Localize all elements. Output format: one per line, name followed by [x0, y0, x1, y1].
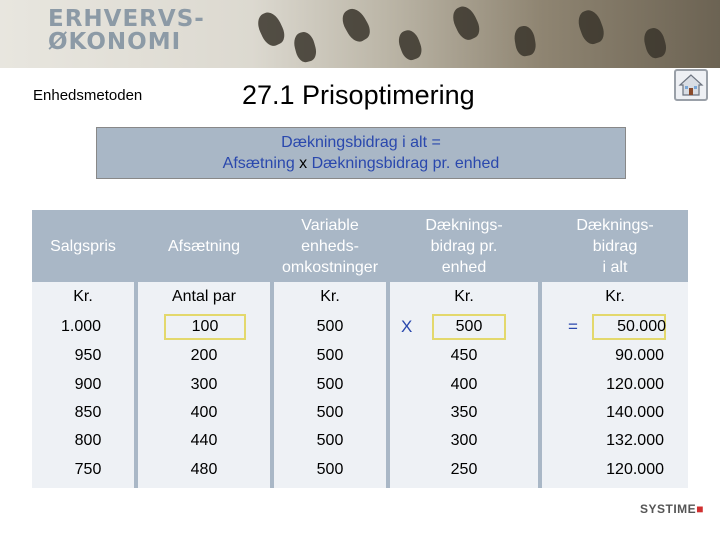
table-header-row	[32, 210, 688, 282]
logo-line2: ØKONOMI	[48, 29, 182, 55]
systime-logo	[640, 502, 704, 516]
table-row-1-var: 500	[316, 318, 344, 335]
header-salgspris: Salgspris	[50, 237, 116, 255]
table-row-5-db: 300	[450, 432, 478, 449]
table-row-4-afs: 400	[190, 404, 218, 421]
unit-variable: Kr.	[320, 288, 340, 305]
table-row-1-pris: 1.000	[60, 318, 102, 335]
formula-box	[96, 127, 626, 179]
header-variable-l1: Variable	[301, 216, 359, 234]
header-variable	[274, 210, 386, 282]
table-row-5-afs: 440	[190, 432, 218, 449]
logo-line1: ERHVERVS-	[48, 6, 205, 32]
formula-line2	[97, 153, 625, 174]
formula-db-enhed-term: Dækningsbidrag pr. enhed	[311, 155, 500, 172]
page-title: 27.1 Prisoptimering	[242, 80, 475, 110]
header-db-alt-l2: bidrag	[592, 237, 638, 255]
header-db-alt	[542, 210, 688, 282]
table-row-4-pris: 850	[74, 404, 102, 421]
section-label: Enhedsmetoden	[33, 87, 143, 104]
table-row-6-db: 250	[450, 461, 478, 478]
table-row-4-total: 140.000	[606, 404, 664, 421]
table-row-2-db: 450	[450, 347, 478, 364]
table-row-2-pris: 950	[74, 347, 102, 364]
header-db-enhed	[390, 210, 538, 282]
table-row-5-var: 500	[316, 432, 344, 449]
table-row-3-pris: 900	[74, 376, 102, 393]
table-row-4-db: 350	[450, 404, 478, 421]
table-row-3-db: 400	[450, 376, 478, 393]
header-variable-l3: omkostninger	[281, 258, 379, 276]
table-row-6-var: 500	[316, 461, 344, 478]
formula-afsaetning-term: Afsætning	[222, 155, 295, 172]
table-row-5-pris: 800	[74, 432, 102, 449]
header-db-enhed-l1: Dæknings-	[425, 216, 503, 234]
table-row-6-afs: 480	[190, 461, 218, 478]
table-row-6-total: 120.000	[606, 461, 664, 478]
home-button[interactable]	[674, 69, 708, 101]
table-row-1-db: 500	[455, 318, 483, 335]
systime-brand: SYSTIME	[640, 502, 697, 516]
price-table	[32, 210, 688, 488]
table-row-6-pris: 750	[74, 461, 102, 478]
table-row-1-total: 50.000	[617, 318, 666, 335]
unit-db-enhed: Kr.	[454, 288, 474, 305]
table-row-2-afs: 200	[190, 347, 218, 364]
unit-salgspris: Kr.	[73, 288, 93, 305]
header-db-enhed-l2: bidrag pr.	[430, 237, 498, 255]
header-afsaetning: Afsætning	[167, 237, 241, 255]
header-banner	[0, 0, 720, 68]
table-row-4-var: 500	[316, 404, 344, 421]
header-variable-l2: enheds-	[301, 237, 359, 255]
unit-db-alt: Kr.	[605, 288, 625, 305]
footprints-decoration	[250, 2, 720, 66]
table-row-3-total: 120.000	[606, 376, 664, 393]
home-icon	[676, 71, 706, 99]
header-db-enhed-l3: enhed	[441, 258, 487, 276]
header-db-alt-l3: i alt	[602, 258, 628, 276]
logo	[48, 8, 205, 54]
systime-mark: ■	[696, 502, 704, 516]
table-row-3-var: 500	[316, 376, 344, 393]
table-row-5-total: 132.000	[606, 432, 664, 449]
formula-multiply: x	[299, 155, 308, 172]
table-row-1-afs: 100	[191, 318, 219, 335]
unit-afsaetning: Antal par	[171, 288, 237, 305]
formula-total-term: Dækningsbidrag i alt	[281, 134, 428, 151]
equals-sign: =	[568, 317, 578, 336]
table-row-2-total: 90.000	[615, 347, 664, 364]
table-row-2-var: 500	[316, 347, 344, 364]
table-row-3-afs: 300	[190, 376, 218, 393]
header-db-alt-l1: Dæknings-	[576, 216, 654, 234]
formula-line1	[97, 132, 625, 153]
multiply-sign: X	[401, 317, 413, 336]
formula-equals: =	[431, 134, 441, 151]
